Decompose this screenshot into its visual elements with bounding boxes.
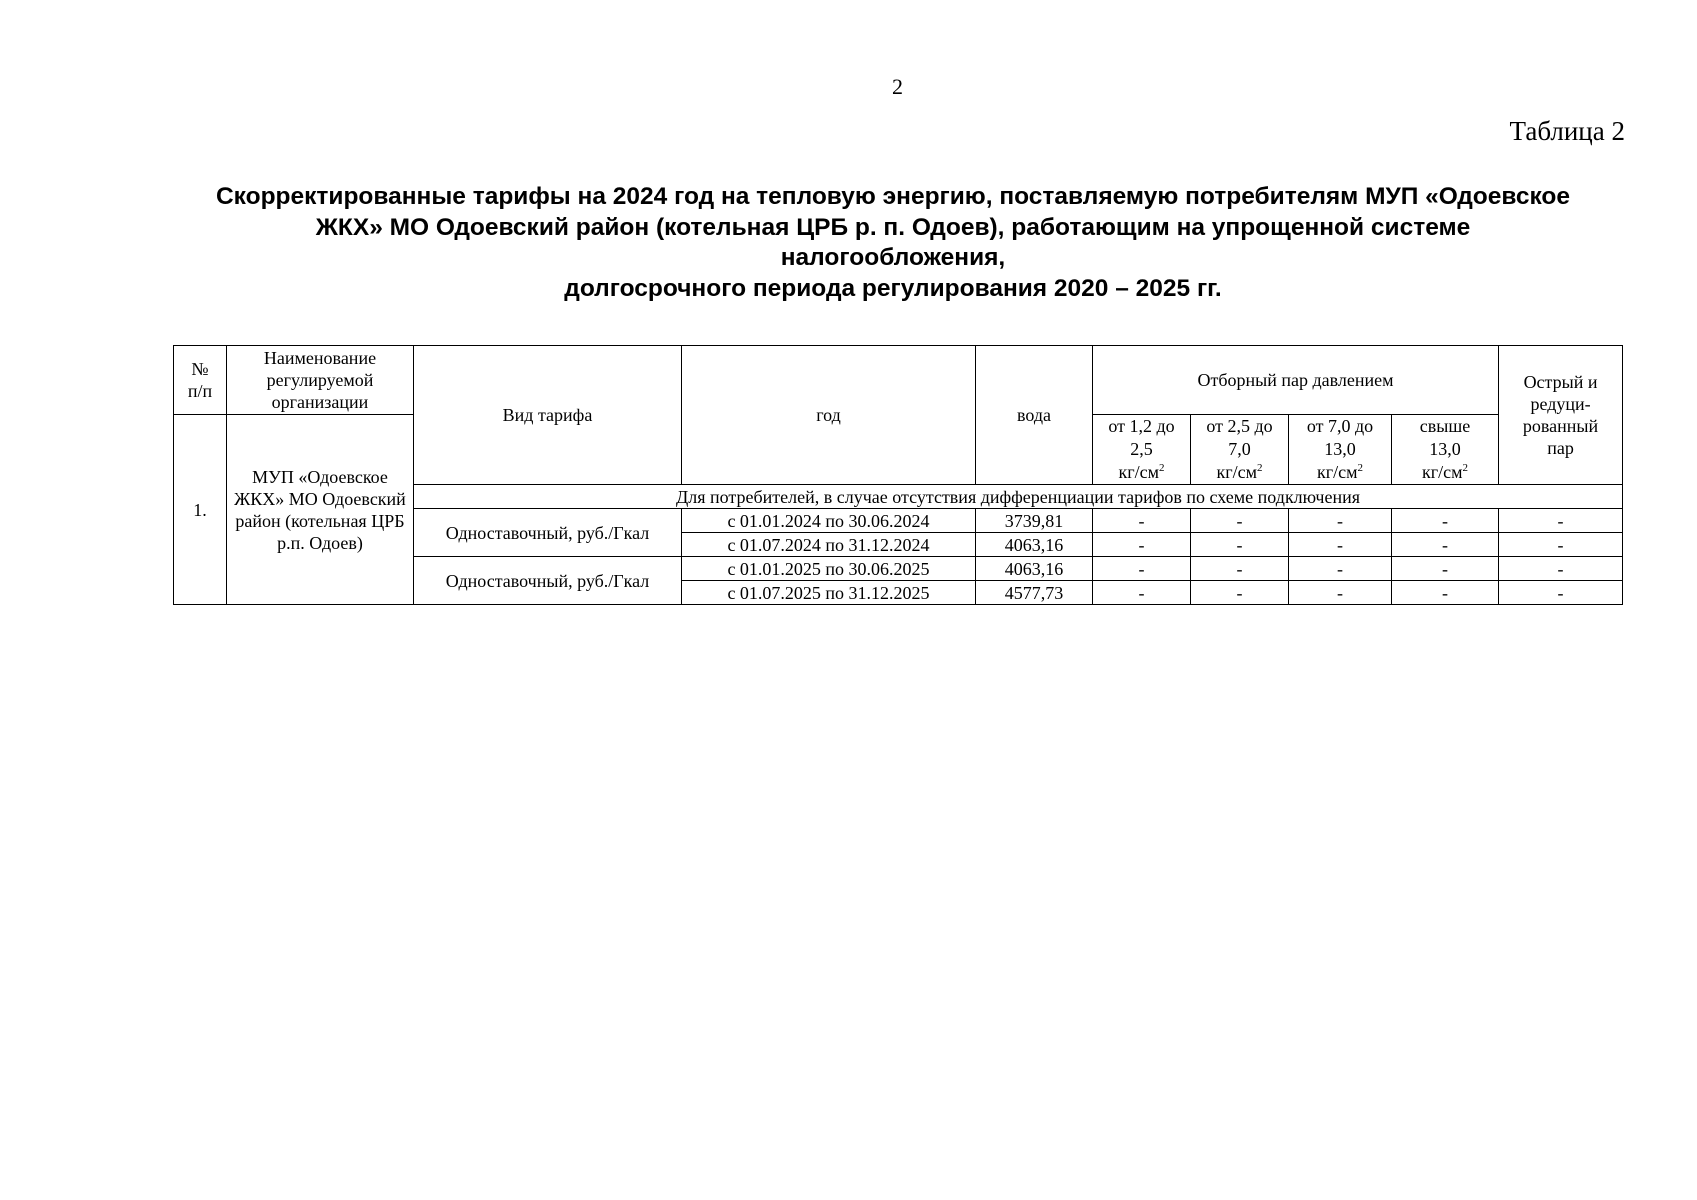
steam-value: - [1093, 581, 1191, 605]
header-year: год [682, 346, 976, 485]
period-cell: с 01.07.2024 по 31.12.2024 [682, 533, 976, 557]
header-organization: Наименование регулируемой организации [227, 346, 414, 415]
header-steam-group: Отборный пар давлением [1093, 346, 1499, 415]
header-steam-col: от 1,2 до 2,5 $кг/см^2$ [1093, 415, 1191, 485]
steam-value: - [1191, 557, 1289, 581]
tariff-type-cell: Одноставочный, руб./Гкал [414, 509, 682, 557]
title-line: долгосрочного периода регулирования 2020 – 2025 гг. [564, 274, 1222, 302]
document-title [173, 182, 1613, 304]
header-steam-col: от 7,0 до 13,0 $кг/см^2$ [1289, 415, 1392, 485]
steam-value: - [1093, 557, 1191, 581]
table-caption: Таблица 2 [1509, 116, 1625, 146]
steam-value: - [1392, 557, 1499, 581]
steam-value: - [1093, 509, 1191, 533]
page-number: 2 [892, 74, 903, 99]
header-sharp-steam: Острый и редуци- рованный пар [1499, 346, 1623, 485]
header-water: вода [976, 346, 1093, 485]
header-steam-col: свыше 13,0 $кг/см^2$ [1392, 415, 1499, 485]
water-value: 4577,73 [976, 581, 1093, 605]
steam-value: - [1392, 533, 1499, 557]
period-cell: с 01.07.2025 по 31.12.2025 [682, 581, 976, 605]
sharp-steam-value: - [1499, 557, 1623, 581]
steam-value: - [1289, 557, 1392, 581]
row-number: 1. [174, 415, 227, 605]
title-line: Скорректированные тарифы на 2024 год на тепловую энергию, поставляемую потребителям МУП «Одоевское [215, 183, 1571, 210]
sharp-steam-value: - [1499, 533, 1623, 557]
steam-value: - [1289, 581, 1392, 605]
steam-value: - [1191, 533, 1289, 557]
steam-value: - [1191, 509, 1289, 533]
tariff-type-cell: Одноставочный, руб./Гкал [414, 557, 682, 605]
steam-value: - [1191, 581, 1289, 605]
header-number: № п/п [174, 346, 227, 415]
steam-value: - [1289, 533, 1392, 557]
water-value: 4063,16 [976, 557, 1093, 581]
tariff-table [173, 345, 1623, 605]
section-label: Для потребителей, в случае отсутствия дифференциации тарифов по схеме подключения [414, 485, 1623, 509]
steam-value: - [1392, 581, 1499, 605]
header-tariff-type: Вид тарифа [414, 346, 682, 485]
header-steam-col: от 2,5 до 7,0 $кг/см^2$ [1191, 415, 1289, 485]
water-value: 4063,16 [976, 533, 1093, 557]
sharp-steam-value: - [1499, 509, 1623, 533]
steam-value: - [1392, 509, 1499, 533]
title-line: ЖКХ» МО Одоевский район (котельная ЦРБ р. п. Одоев), работающим на упрощенной системе [315, 213, 1471, 241]
organization-name: МУП «Одоевское ЖКХ» МО Одоевский район (котельная ЦРБ р.п. Одоев) [227, 415, 414, 605]
period-cell: с 01.01.2024 по 30.06.2024 [682, 509, 976, 533]
water-value: 3739,81 [976, 509, 1093, 533]
steam-value: - [1289, 509, 1392, 533]
sharp-steam-value: - [1499, 581, 1623, 605]
period-cell: с 01.01.2025 по 30.06.2025 [682, 557, 976, 581]
steam-value: - [1093, 533, 1191, 557]
title-line: налогообложения, [780, 244, 1006, 271]
